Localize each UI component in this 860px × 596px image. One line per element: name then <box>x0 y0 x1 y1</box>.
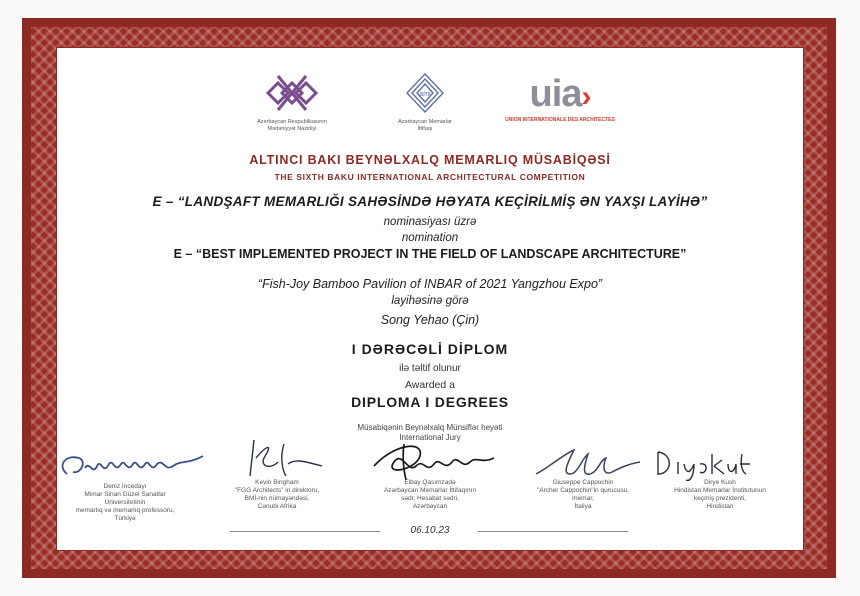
signatory-1-line-4: Türkiyə <box>114 515 136 522</box>
ami-mark: ami <box>419 91 431 98</box>
project-author: Song Yehao (Çin) <box>380 313 480 327</box>
ministry-logo <box>232 72 352 133</box>
signatory-1-line-2: Universitetinin <box>104 499 146 506</box>
signature-4-icon <box>528 444 648 484</box>
nomination-note-en: nomination <box>401 232 459 244</box>
diploma-title-az: I DƏRƏCƏLİ DİPLOM <box>351 341 509 357</box>
signatory-5-line-3: Hindistan <box>706 503 734 510</box>
signatory-4-name: Giuseppe Cappochin <box>552 479 614 486</box>
signatory-3-line-3: Azərbaycan <box>412 503 448 510</box>
signatory-1-line-1: Mimar Sinan Güzel Sanatlar <box>84 491 166 498</box>
ami-caption-2: İttifaqı <box>417 126 433 132</box>
signatory-5 <box>645 479 795 511</box>
signatory-2-line-1: "FGG Architects" in direktoru, <box>234 487 320 494</box>
signatory-3-line-2: sədr, Hesabat sədri, <box>401 495 459 502</box>
jury-az: Müsabiqənin Beynəlxalq Münsiflər heyəti <box>357 423 503 432</box>
signature-1-icon <box>55 446 215 486</box>
signatory-1-name: Deniz İncedayı <box>103 483 147 490</box>
signatory-4-line-3: İtaliya <box>574 503 592 510</box>
signatory-4-line-1: "Archer Cappochin"in qurucusu, <box>536 487 630 494</box>
diploma-note-en: Awarded a <box>404 379 455 391</box>
certificate-date: 06.10.23 <box>410 525 450 536</box>
signatory-4 <box>508 479 658 511</box>
competition-title-az: ALTINCI BAKI BEYNƏLXALQ MEMARLIQ MÜSABİQƏSİ <box>249 153 611 167</box>
signatory-1 <box>50 483 200 523</box>
signatory-2-line-2: BMİ-nin nümayəndəsi, <box>244 495 310 502</box>
signatory-4-line-2: memar, <box>572 495 594 502</box>
signatory-2-name: Kevin Bingham <box>255 479 299 486</box>
date-divider-right <box>478 531 628 532</box>
signatory-3 <box>355 479 505 511</box>
jury-en: International Jury <box>399 433 461 442</box>
diploma-note-az: ilə təltif olunur <box>399 363 461 374</box>
project-title: “Fish-Joy Bamboo Pavilion of INBAR of 2021 Yangzhou Expo” <box>257 277 603 291</box>
signatory-5-name: Dirye Kush <box>704 479 736 486</box>
ministry-emblem-icon <box>264 72 320 114</box>
nomination-en: E – “BEST IMPLEMENTED PROJECT IN THE FIELD OF LANDSCAPE ARCHITECTURE” <box>173 247 687 261</box>
signatory-5-line-2: keçmiş prezidenti, <box>693 495 747 502</box>
ami-caption-1: Azərbaycan Memarlar <box>398 119 452 125</box>
signatory-1-line-3: memarlıq və memarlıq professoru, <box>75 507 175 514</box>
nomination-note-az: nominasiyası üzrə <box>383 216 477 228</box>
uia-logo <box>505 74 615 124</box>
signatory-5-line-1: Hindistan Memarlar İnstitutunun <box>674 487 766 494</box>
competition-title-en: THE SIXTH BAKU INTERNATIONAL ARCHITECTURAL COMPETITION <box>274 172 586 182</box>
signature-2-icon <box>226 436 336 484</box>
ministry-caption-2: Mədəniyyət Nazirliyi <box>267 126 317 132</box>
nomination-az: E – “LANDŞAFT MEMARLIĞI SAHƏSİNDƏ HƏYATA KEÇİRİLMİŞ ƏN YAXŞI LAYİHƏ” <box>152 194 708 209</box>
signature-5-icon <box>648 446 768 482</box>
signatory-2-line-3: Cənubi Afrika <box>257 503 297 510</box>
uia-mark: uia <box>529 73 582 115</box>
signatory-3-name: Elbay Qasımzadə <box>404 479 456 486</box>
signatory-3-line-1: Azərbaycan Memarlar İttifaqının <box>383 487 477 494</box>
ministry-caption-1: Azərbaycan Respublikasının <box>257 119 327 125</box>
signatory-2 <box>202 479 352 511</box>
architects-union-logo <box>370 72 480 133</box>
project-note: layihəsinə görə <box>391 295 469 307</box>
diploma-title-en: DIPLOMA I DEGREES <box>351 394 509 410</box>
uia-caption: UNION INTERNATIONALE DES ARCHITECTES <box>505 117 615 123</box>
uia-chevron-icon: › <box>581 80 591 113</box>
ami-emblem-icon <box>403 72 447 114</box>
